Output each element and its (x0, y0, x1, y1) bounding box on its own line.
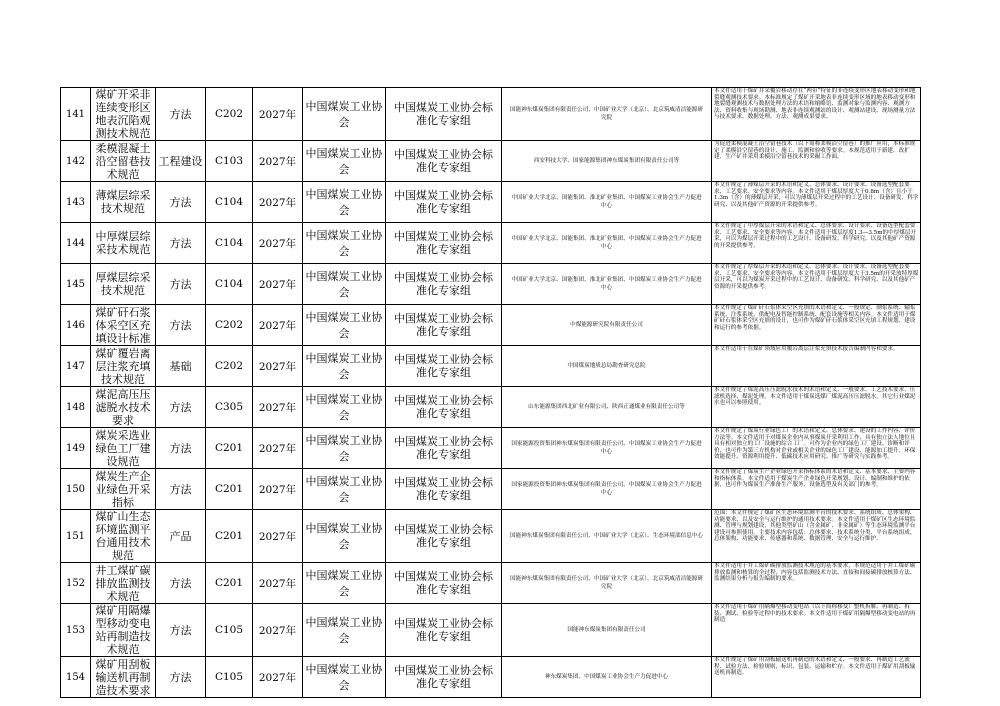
standard-name: 薄煤层综采技术规范 (91, 182, 156, 223)
scope-text: 本文件规定了煤炭生产企业绿色开采指标体系的术语和定义、基本要求、主要内容和指标体系。本文件适用于煤炭生产企业绿色开采规划、设计、编制和维护的依据，也可作为煤炭生产准备生产服务、设备选型及有关部门的参考。 (714, 469, 916, 489)
table-row (61, 469, 921, 510)
category-code: C104 (206, 223, 253, 264)
completion-year: 2027年 (253, 604, 303, 657)
completion-year: 2027年 (253, 657, 303, 698)
scope-description (712, 657, 921, 698)
row-number: 144 (61, 223, 91, 264)
completion-year: 2027年 (253, 563, 303, 604)
row-number: 148 (61, 387, 91, 428)
table-row (61, 141, 921, 182)
technical-committee: 中国煤炭工业协会标准化专家组 (386, 346, 502, 387)
standard-name: 煤矿开采非连续变形区地表沉陷观测技术规范 (91, 88, 156, 141)
standard-name: 井工煤矿碳排放监测技术规范 (91, 563, 156, 604)
table-row (61, 223, 921, 264)
table-row (61, 346, 921, 387)
standard-type: 方法 (156, 469, 206, 510)
standard-name: 煤矿覆岩离层注浆充填技术规范 (91, 346, 156, 387)
scope-description (712, 346, 921, 387)
standard-type: 工程建设 (156, 141, 206, 182)
completion-year: 2027年 (253, 88, 303, 141)
table-row (61, 510, 921, 563)
completion-year: 2027年 (253, 346, 303, 387)
completion-year: 2027年 (253, 182, 303, 223)
drafting-units: 国家能源投资集团神东煤炭集团有限责任公司、中国煤炭工业协会生产力促进中心 (502, 428, 712, 469)
proposing-unit: 中国煤炭工业协会 (303, 510, 386, 563)
completion-year: 2027年 (253, 141, 303, 182)
scope-text: 本文件适用于在煤矿领域应用覆岩离层注浆充填技术报告编制内容和要求。 (714, 346, 899, 352)
category-code: C104 (206, 182, 253, 223)
table-row (61, 563, 921, 604)
table-row (61, 604, 921, 657)
category-code: C202 (206, 305, 253, 346)
standard-type: 方法 (156, 387, 206, 428)
table-row (61, 88, 921, 141)
standard-name: 煤矿用隔爆型移动变电站再制造技术规范 (91, 604, 156, 657)
technical-committee: 中国煤炭工业协会标准化专家组 (386, 264, 502, 305)
row-number: 153 (61, 604, 91, 657)
technical-committee: 中国煤炭工业协会标准化专家组 (386, 141, 502, 182)
standard-name: 煤炭采选业绿色工厂建设规范 (91, 428, 156, 469)
scope-text: 本文件规定了煤泥高压压滤脱水技术的术语和定义、一般要求、工艺技术要求、压滤机选择、煤泥处理。本文件适用于煤炭选煤厂煤泥高压压滤脱水，其它行业煤泥水也可以参照使用。 (714, 387, 916, 407)
completion-year: 2027年 (253, 428, 303, 469)
table-row (61, 182, 921, 223)
proposing-unit: 中国煤炭工业协会 (303, 223, 386, 264)
technical-committee: 中国煤炭工业协会标准化专家组 (386, 428, 502, 469)
standard-type: 方法 (156, 604, 206, 657)
scope-description (712, 469, 921, 510)
drafting-units: 国能神东煤炭集团有限责任公司、中国矿业大学（北京）、北京筑威清洁能源研究院 (502, 563, 712, 604)
technical-committee: 中国煤炭工业协会标准化专家组 (386, 223, 502, 264)
category-code: C103 (206, 141, 253, 182)
standard-name: 煤矿用刮板输送机再制造技术要求 (91, 657, 156, 698)
technical-committee: 中国煤炭工业协会标准化专家组 (386, 387, 502, 428)
category-code: C104 (206, 264, 253, 305)
standard-type: 方法 (156, 428, 206, 469)
standard-type: 方法 (156, 264, 206, 305)
drafting-units: 国能神东煤炭集团有限责任公司 (502, 604, 712, 657)
completion-year: 2027年 (253, 387, 303, 428)
scope-description (712, 428, 921, 469)
scope-description (712, 563, 921, 604)
row-number: 149 (61, 428, 91, 469)
category-code: C105 (206, 657, 253, 698)
proposing-unit: 中国煤炭工业协会 (303, 264, 386, 305)
scope-text: 本文件规定了煤矿用刮板输送机再制造的术语和定义、一般要求、再制造工艺流程、试验方法、检验规则、标识、包装、运输和贮存。本文件适用于煤矿用刮板输送机再制造。 (714, 657, 916, 677)
scope-text: 本文件规定了煤矿矸石浆体采空区充填的术语和定义、一般规定、制浆系统、输浆系统、注浆系统、供配电及智能控制系统、配套设施等相关内容。本文件适用于煤矿矸石浆体采空区充填的设计，也可作为煤矿矸石浆体采空区充填工程规划、建设和运行的参考依据。 (714, 305, 916, 331)
drafting-units: 中国矿业大学北京、国能集团、淮北矿业集团、中国煤炭工业协会生产力促进中心 (502, 223, 712, 264)
row-number: 143 (61, 182, 91, 223)
row-number: 147 (61, 346, 91, 387)
proposing-unit: 中国煤炭工业协会 (303, 182, 386, 223)
table-row (61, 657, 921, 698)
technical-committee: 中国煤炭工业协会标准化专家组 (386, 510, 502, 563)
standard-name: 煤泥高压压滤脱水技术要求 (91, 387, 156, 428)
standard-type: 产品 (156, 510, 206, 563)
standard-name: 厚煤层综采技术规范 (91, 264, 156, 305)
scope-text: 本文件规定了薄煤层开采的术语和定义、总体要求、设计要求、设备选型配套要求、工艺要求、安全要求等内容。本文件适用于煤层厚度大于0.8m（含）且小于1.3m（含）的薄煤层开采，可以为薄煤层开采过程中的工艺设计、设备研发、科学研究、以及其他矿产资源的开采提供参考。 (714, 182, 919, 208)
scope-description (712, 182, 921, 223)
scope-description (712, 387, 921, 428)
standard-type: 方法 (156, 182, 206, 223)
category-code: C201 (206, 510, 253, 563)
proposing-unit: 中国煤炭工业协会 (303, 604, 386, 657)
proposing-unit: 中国煤炭工业协会 (303, 346, 386, 387)
scope-description (712, 141, 921, 182)
technical-committee: 中国煤炭工业协会标准化专家组 (386, 563, 502, 604)
table-row (61, 428, 921, 469)
scope-text: 本文件规定了中厚煤层开采的术语和定义、总体要求、设计要求、设备选型配套要求、工艺要求、安全要求等内容。本文件适用于煤层厚度1.3—3.5m的中厚煤层开采，可以为煤层开采过程中的工艺设计、设备研发、科学研究、以及其他矿产资源的开采提供参考。 (714, 223, 917, 249)
category-code: C202 (206, 346, 253, 387)
technical-committee: 中国煤炭工业协会标准化专家组 (386, 305, 502, 346)
category-code: C202 (206, 88, 253, 141)
drafting-units: 中国矿业大学北京、国能集团、淮北矿业集团、中国煤炭工业协会生产力促进中心 (502, 264, 712, 305)
standard-type: 方法 (156, 563, 206, 604)
drafting-units: 中国矿业大学北京、国能集团、淮北矿业集团、中国煤炭工业协会生产力促进中心 (502, 182, 712, 223)
category-code: C201 (206, 469, 253, 510)
scope-text: 本文件适用于井工煤矿碳排放监测技术规范的基本要求，本规范适用于井工煤矿碳排放监测和核算的全过程，内容包括监测技术方法、直接和间接碳排放核算方法、监测结果分析与报告编制的要求。 (714, 563, 916, 583)
completion-year: 2027年 (253, 469, 303, 510)
standard-type: 方法 (156, 223, 206, 264)
drafting-units: 国能神东煤炭集团有限责任公司、中国矿业大学（北京）、北京筑威清洁能源研究院 (502, 88, 712, 141)
proposing-unit: 中国煤炭工业协会 (303, 305, 386, 346)
drafting-units: 山东能源集团西北矿业有限公司、陕西正通煤业有限责任公司等 (502, 387, 712, 428)
completion-year: 2027年 (253, 510, 303, 563)
drafting-units: 国家能源投资集团神东煤炭集团有限责任公司、中国煤炭工业协会生产力促进中心 (502, 469, 712, 510)
drafting-units: 西安科技大学、国家能源集团神东煤炭集团有限责任公司等 (502, 141, 712, 182)
row-number: 152 (61, 563, 91, 604)
table-body (61, 88, 921, 698)
standards-table (60, 87, 921, 698)
scope-text: 范围：本文件规定了煤矿区生态环境监测平台的技术要求、系统组成、总体架构、功能要求、以及安全与运行维护的通用技术要求。本文件适用于煤矿区生态环境监测、管理与规划建设，其他类型矿山（含金属矿、非金属矿）等生态环境监测平台建设可参照使用。主要技术内容包括：总体要求、技术系统分类、平台系统组成、总体架构、功能要求、传感器和系统、数据管理、安全与运行维护。 (714, 510, 916, 543)
standard-type: 基础 (156, 346, 206, 387)
scope-text: 本文件规定了煤炭行业绿色工厂的术语和定义、总体要求、建设的工作内容、评价方法等。本文件适用于对煤炭企业内从事煤炭开采利用工作，具有独立法人地位且具有相对独立的工厂设施的综合工厂。可作为企业内的绿色工厂建设、诊断和评价，也可作为第三方机构对企业或相关企业的绿色工厂建设、能源加工提升、环保效能提升、资源利用提升、低碳技术应用研究、推广等研究与实践参考。 (714, 428, 916, 461)
technical-committee: 中国煤炭工业协会标准化专家组 (386, 604, 502, 657)
proposing-unit: 中国煤炭工业协会 (303, 428, 386, 469)
standard-type: 方法 (156, 88, 206, 141)
standard-name: 煤矿山生态环境监测平台通用技术规范 (91, 510, 156, 563)
row-number: 146 (61, 305, 91, 346)
scope-description (712, 510, 921, 563)
drafting-units: 中国煤炭地质总局勘查研究总院 (502, 346, 712, 387)
proposing-unit: 中国煤炭工业协会 (303, 563, 386, 604)
standard-type: 方法 (156, 657, 206, 698)
scope-text: 本文件适用于煤矿井采覆岩移动存在“两带”特征的非连续变形区地表移动变形和地裂缝观测技术要求。本标准规定了煤矿开采地表非连续变形区域的地表移动变形和地裂缝观测技术与数据处理方法的术语和缩略语、监测对象与监测内容、观测方法、资料收集与现场勘测、地表非连续观测站的设计、观测站建设、现场测量方法与技术要求、数据处理、方法、观测成果要求。 (714, 88, 916, 121)
category-code: C105 (206, 604, 253, 657)
category-code: C201 (206, 428, 253, 469)
category-code: C305 (206, 387, 253, 428)
completion-year: 2027年 (253, 264, 303, 305)
proposing-unit: 中国煤炭工业协会 (303, 88, 386, 141)
table-row (61, 264, 921, 305)
proposing-unit: 中国煤炭工业协会 (303, 141, 386, 182)
standard-name: 煤炭生产企业绿色开采指标 (91, 469, 156, 510)
proposing-unit: 中国煤炭工业协会 (303, 387, 386, 428)
standard-name: 中厚煤层综采技术规范 (91, 223, 156, 264)
standard-name: 煤矿矸石浆体采空区充填设计标准 (91, 305, 156, 346)
proposing-unit: 中国煤炭工业协会 (303, 469, 386, 510)
row-number: 142 (61, 141, 91, 182)
table-row (61, 387, 921, 428)
proposing-unit: 中国煤炭工业协会 (303, 657, 386, 698)
technical-committee: 中国煤炭工业协会标准化专家组 (386, 657, 502, 698)
standard-type: 方法 (156, 305, 206, 346)
completion-year: 2027年 (253, 305, 303, 346)
scope-text: 本文件规定了厚煤层开采的术语和定义、总体要求、设计要求、设备选型配套要求、工艺要求、安全要求等内容。本文件适用于煤层厚度大于3.5m的开采放特厚煤层开采，可以为煤炭开采过程中的工艺设计、设备研发、科学研究、以及其他矿产资源的开采提供参考。 (714, 264, 919, 290)
scope-description (712, 305, 921, 346)
row-number: 141 (61, 88, 91, 141)
row-number: 154 (61, 657, 91, 698)
scope-description (712, 88, 921, 141)
drafting-units: 国能神东煤炭集团有限责任公司、中国矿业大学（北京）、生态环境部信息中心 (502, 510, 712, 563)
scope-text: 本文件适用于煤矿用隔爆型移动变电站（以下简称移变）整机拆解、再制造、拆装、测试、检验等过程中的技术要求。本文件适用于煤矿用隔爆型移动变电站的再制造 (714, 604, 916, 624)
table-row (61, 305, 921, 346)
scope-description (712, 223, 921, 264)
scope-description (712, 264, 921, 305)
row-number: 151 (61, 510, 91, 563)
technical-committee: 中国煤炭工业协会标准化专家组 (386, 88, 502, 141)
completion-year: 2027年 (253, 223, 303, 264)
row-number: 145 (61, 264, 91, 305)
technical-committee: 中国煤炭工业协会标准化专家组 (386, 182, 502, 223)
drafting-units: 神东煤炭集团、中国煤炭工业协会生产力促进中心 (502, 657, 712, 698)
scope-text: 为促进柔模混凝土沿空留巷技术（以下简称柔模沿空留巷）的推广应用，本标准规定了柔模沿空留巷的设计、施工、监测和验收等要求。本规范适用于新建、改扩建、生产矿井采用柔模沿空留巷技术的采掘工作面。 (714, 141, 916, 161)
drafting-units: 中煤能源研究院有限责任公司 (502, 305, 712, 346)
category-code: C201 (206, 563, 253, 604)
standard-name: 柔模混凝土沿空留巷技术规范 (91, 141, 156, 182)
row-number: 150 (61, 469, 91, 510)
technical-committee: 中国煤炭工业协会标准化专家组 (386, 469, 502, 510)
scope-description (712, 604, 921, 657)
